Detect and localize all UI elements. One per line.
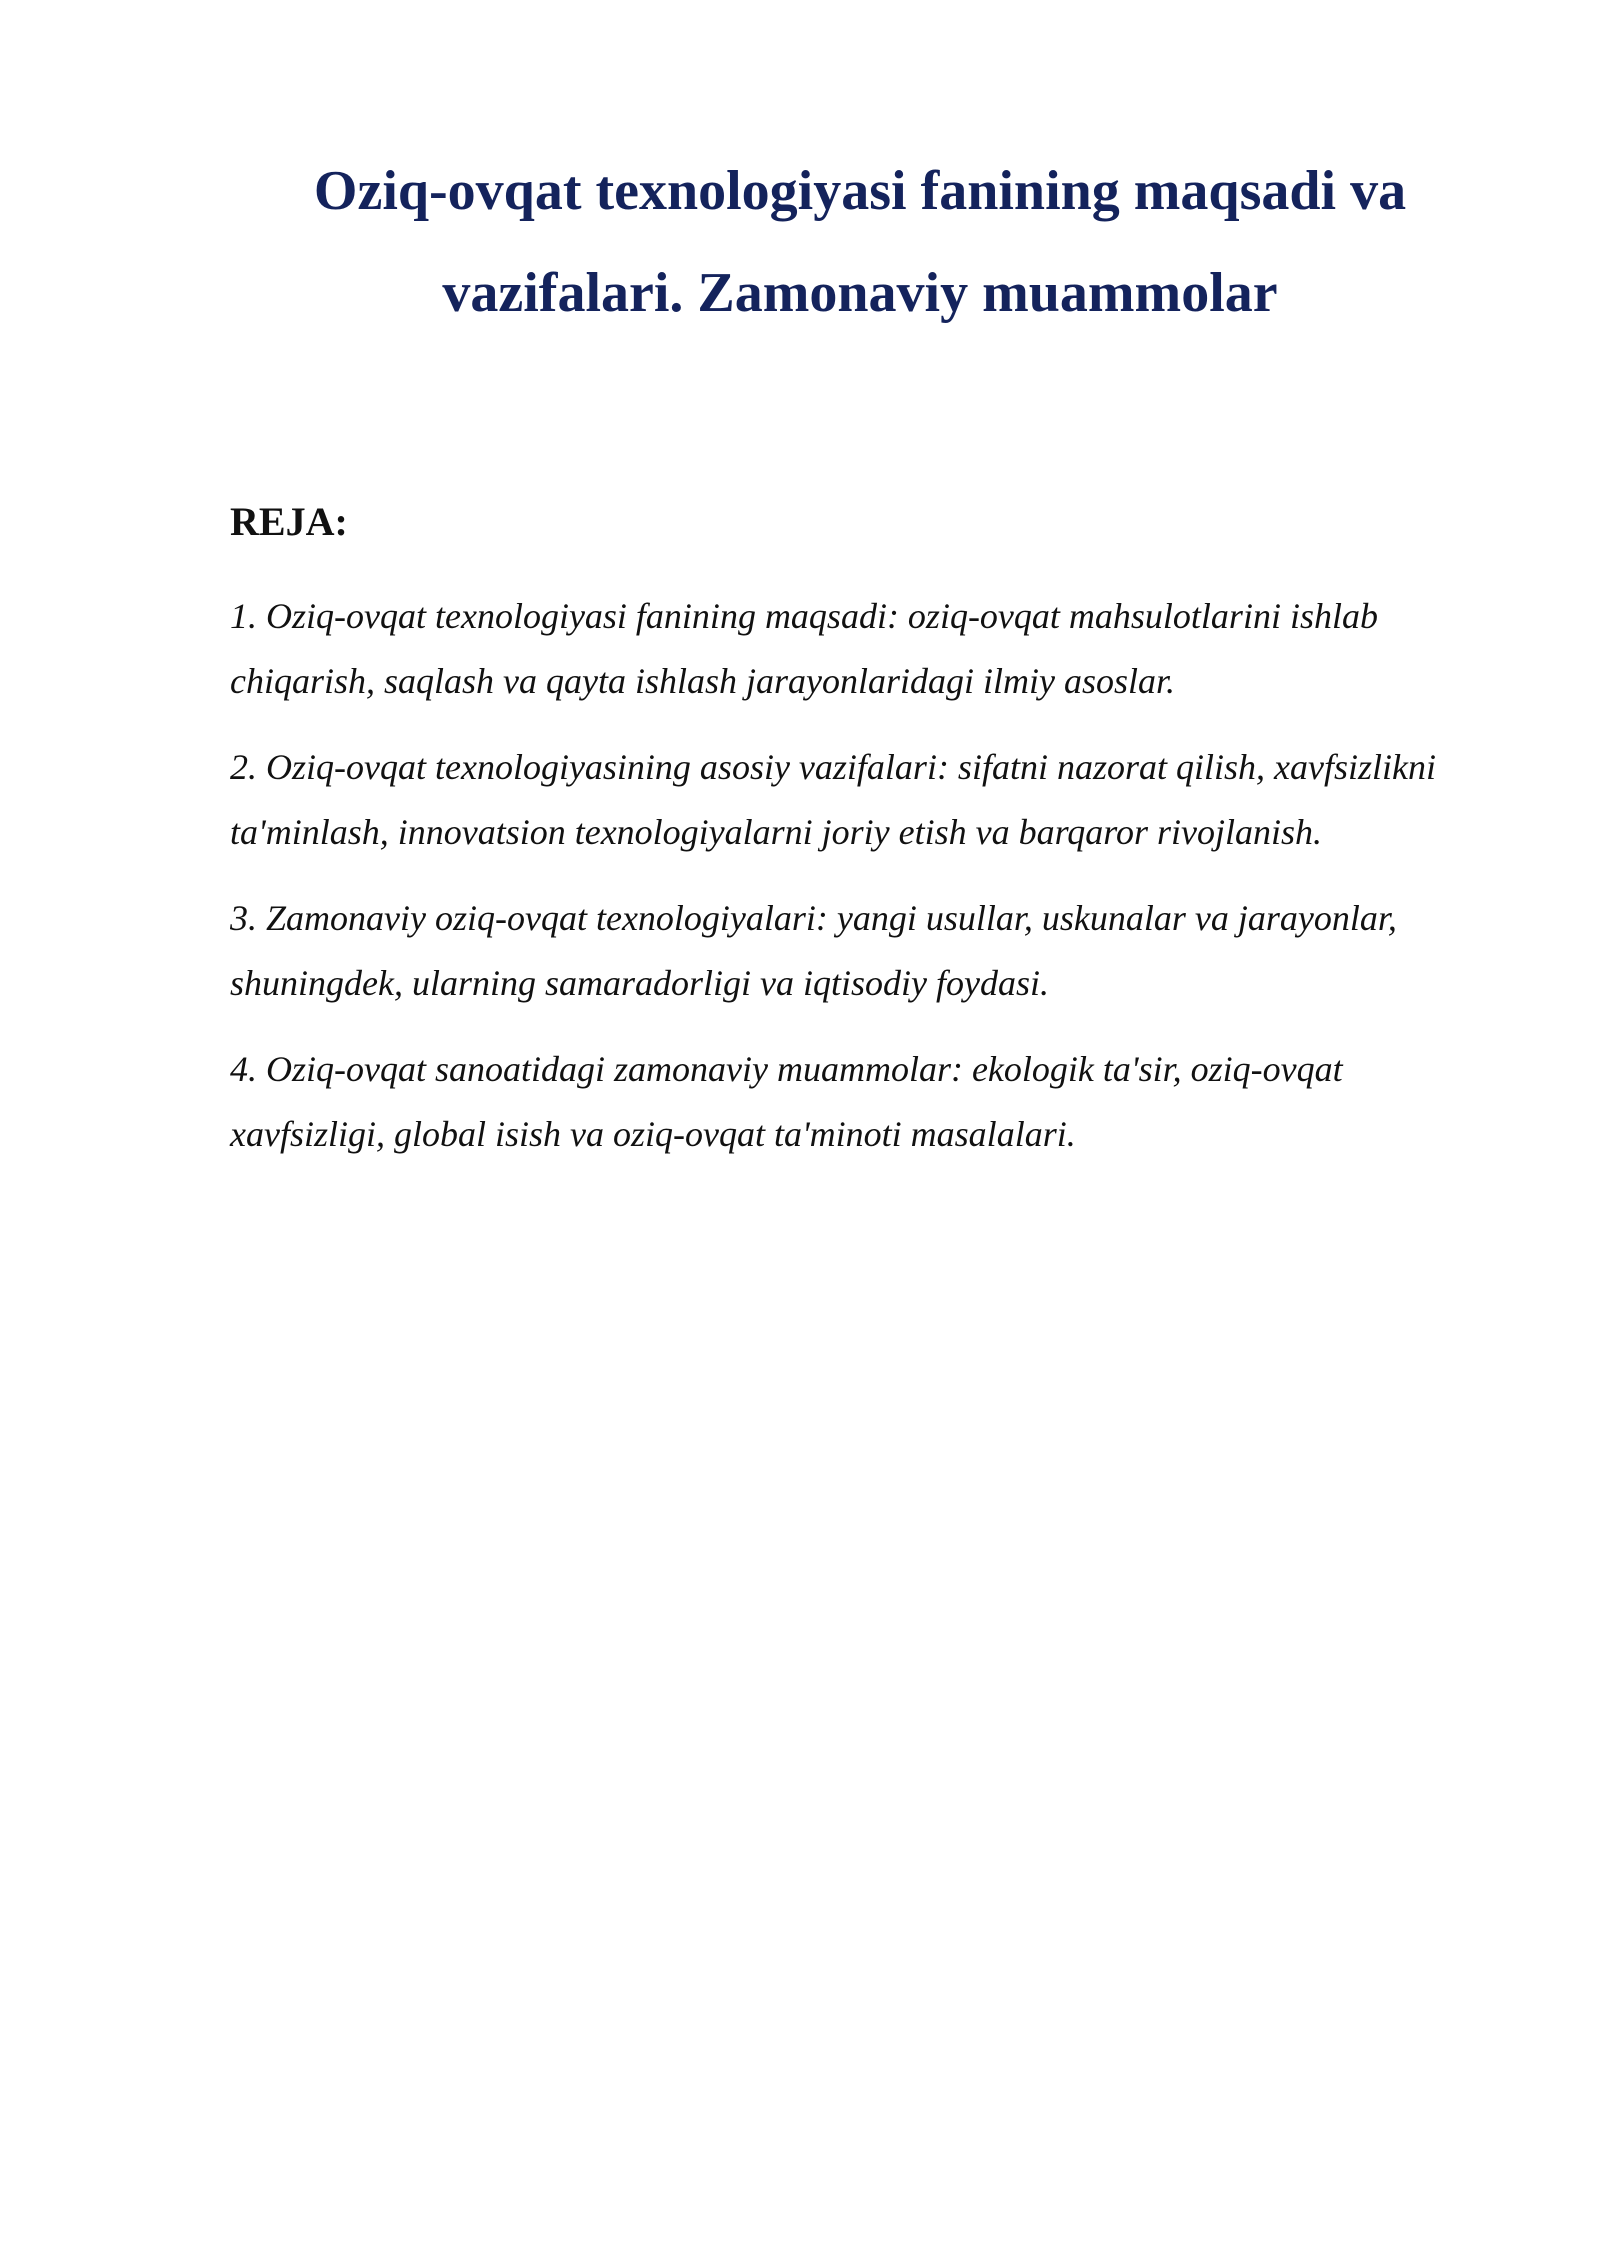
plan-item-2: 2. Oziq-ovqat texnologiyasining asosiy vazifalari: sifatni nazorat qilish, xavfsizlikni ta'minlash, innovatsion texnologiyalarni joriy etish va barqaror rivojlanish. (230, 747, 1436, 852)
plan-item-3: 3. Zamonaviy oziq-ovqat texnologiyalari: yangi usullar, uskunalar va jarayonlar, shuningdek, ularning samaradorligi va iqtisodiy foydasi. (230, 898, 1397, 1003)
plan-list (230, 584, 1500, 1188)
plan-item-4: 4. Oziq-ovqat sanoatidagi zamonaviy muammolar: ekologik ta'sir, oziq-ovqat xavfsizligi, global isish va oziq-ovqat ta'minoti masalalari. (230, 1049, 1343, 1154)
plan-heading: REJA: (230, 499, 348, 544)
document-title: Oziq-ovqat texnologiyasi fanining maqsadi va vazifalari. Zamonaviy muammolar (313, 160, 1407, 324)
plan-item-1: 1. Oziq-ovqat texnologiyasi fanining maqsadi: oziq-ovqat mahsulotlarini ishlab chiqarish, saqlash va qayta ishlash jarayonlaridagi ilmiy asoslar. (230, 596, 1378, 701)
